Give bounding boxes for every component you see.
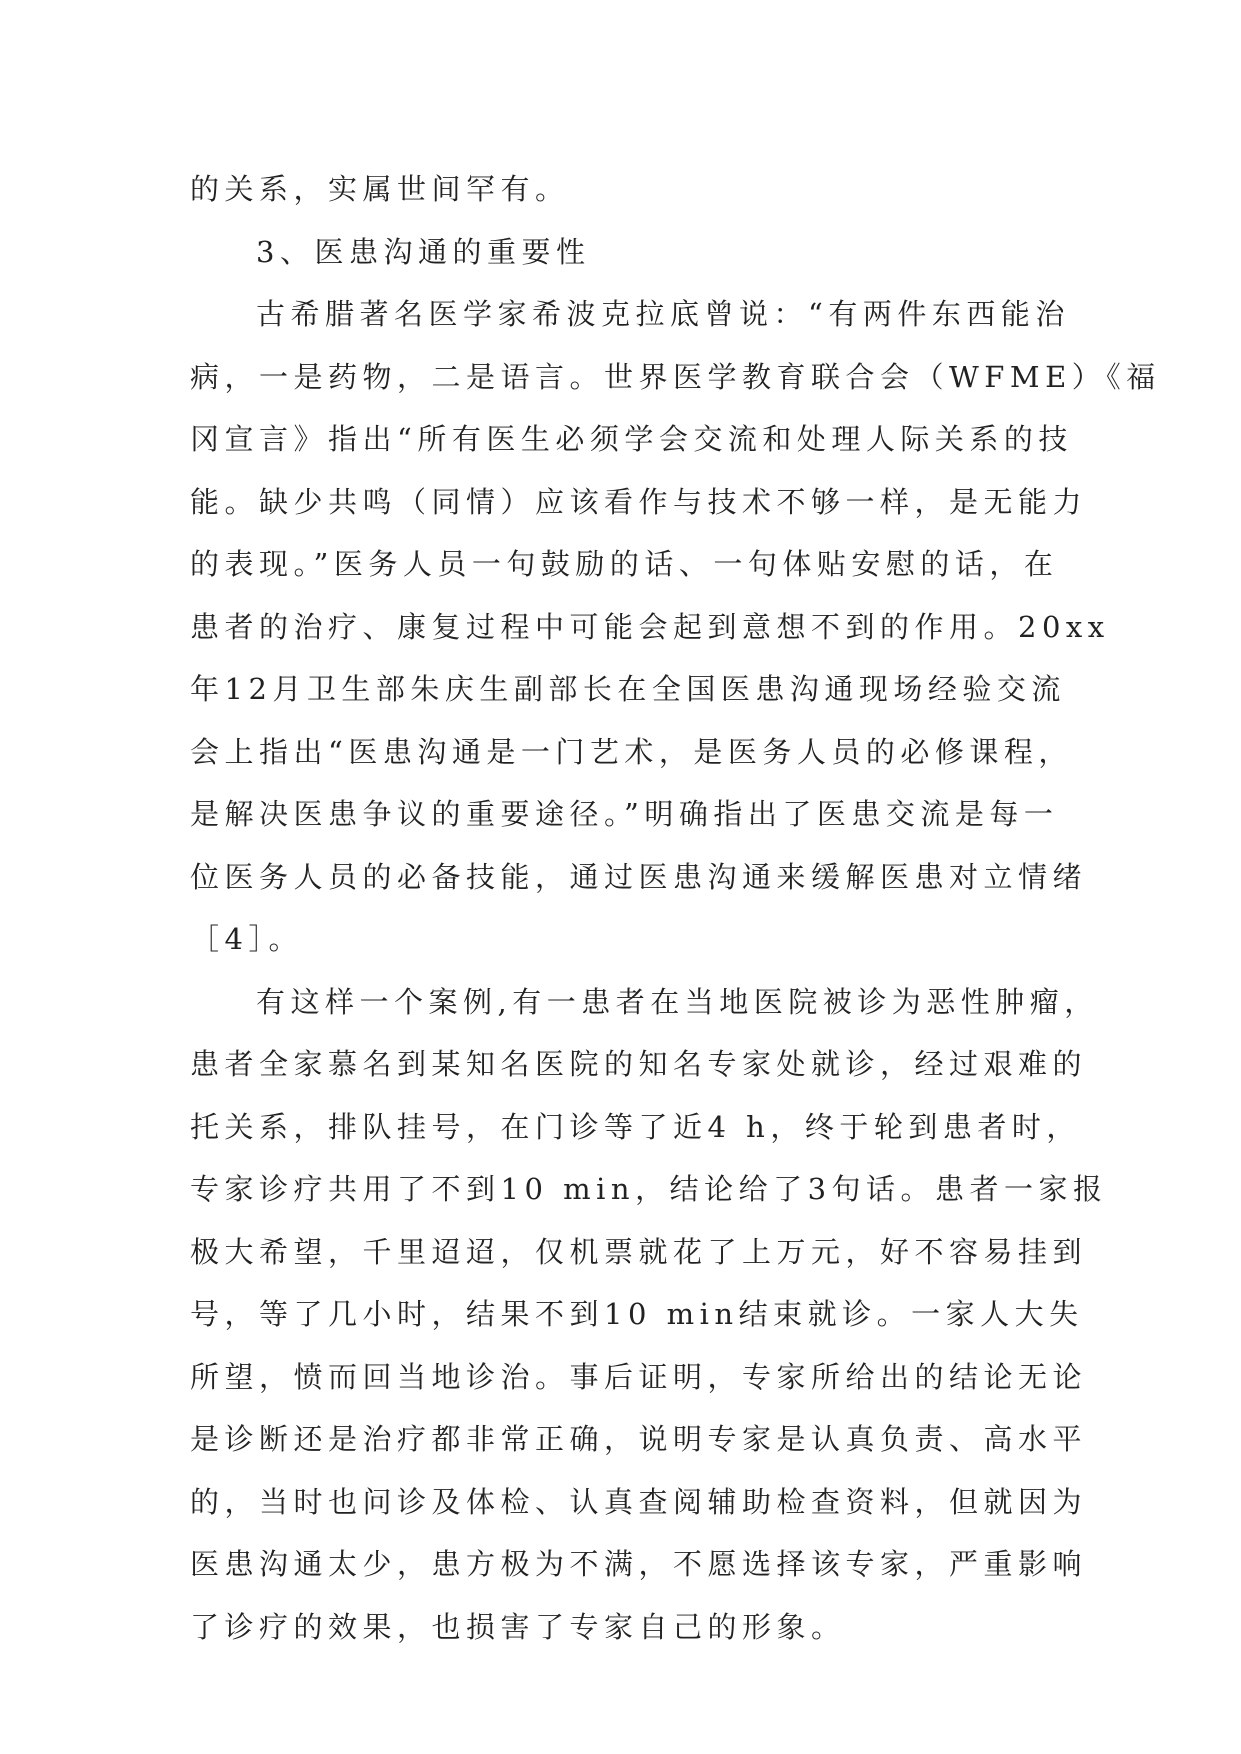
text-line: 是解决医患争议的重要途径。”明确指出了医患交流是每一 [190, 797, 1059, 831]
text-line: 古希腊著名医学家希波克拉底曾说：“有两件东西能治 [256, 297, 1070, 331]
citation-line: ［4］。 [190, 922, 303, 956]
text-line: 医患沟通太少，患方极为不满，不愿选择该专家，严重影响 [190, 1547, 1088, 1581]
text-line: 专家诊疗共用了不到10 min，结论给了3句话。患者一家报 [190, 1172, 1108, 1206]
text-line: 位医务人员的必备技能，通过医患沟通来缓解医患对立情绪 [190, 859, 1088, 894]
text-line: 冈宣言》指出“所有医生必须学会交流和处理人际关系的技 [190, 422, 1073, 456]
text-line: 年12月卫生部朱庆生副部长在全国医患沟通现场经验交流 [190, 672, 1066, 706]
text-line: 了诊疗的效果，也损害了专家自己的形象。 [190, 1609, 846, 1644]
text-line: 是诊断还是治疗都非常正确，说明专家是认真负责、高水平 [190, 1422, 1088, 1456]
text-line: 患者全家慕名到某知名医院的知名专家处就诊，经过艰难的 [190, 1047, 1088, 1081]
text-line: 有这样一个案例,有一患者在当地医院被诊为恶性肿瘤， [256, 984, 1099, 1019]
text-line: 会上指出“医患沟通是一门艺术，是医务人员的必修课程， [190, 734, 1073, 769]
text-line: 能。缺少共鸣（同情）应该看作与技术不够一样，是无能力 [190, 484, 1088, 519]
text-line: 所望，愤而回当地诊治。事后证明，专家所给出的结论无论 [190, 1359, 1088, 1394]
text-line: 托关系，排队挂号，在门诊等了近4 h，终于轮到患者时， [190, 1109, 1081, 1144]
document-body [190, 158, 1161, 1658]
text-line: 的关系，实属世间罕有。 [190, 172, 570, 206]
text-line: 极大希望，千里迢迢，仅机票就花了上万元，好不容易挂到 [190, 1234, 1088, 1269]
text-line: 病，一是药物，二是语言。世界医学教育联合会（WFME）《福 [190, 359, 1161, 394]
section-heading: 3、医患沟通的重要性 [256, 234, 591, 269]
text-line: 的，当时也问诊及体检、认真查阅辅助检查资料，但就因为 [190, 1484, 1088, 1519]
text-line: 患者的治疗、康复过程中可能会起到意想不到的作用。20xx [190, 609, 1110, 644]
text-line: 号，等了几小时，结果不到10 min结束就诊。一家人大失 [190, 1297, 1084, 1331]
text-line: 的表现。”医务人员一句鼓励的话、一句体贴安慰的话，在 [190, 547, 1059, 581]
